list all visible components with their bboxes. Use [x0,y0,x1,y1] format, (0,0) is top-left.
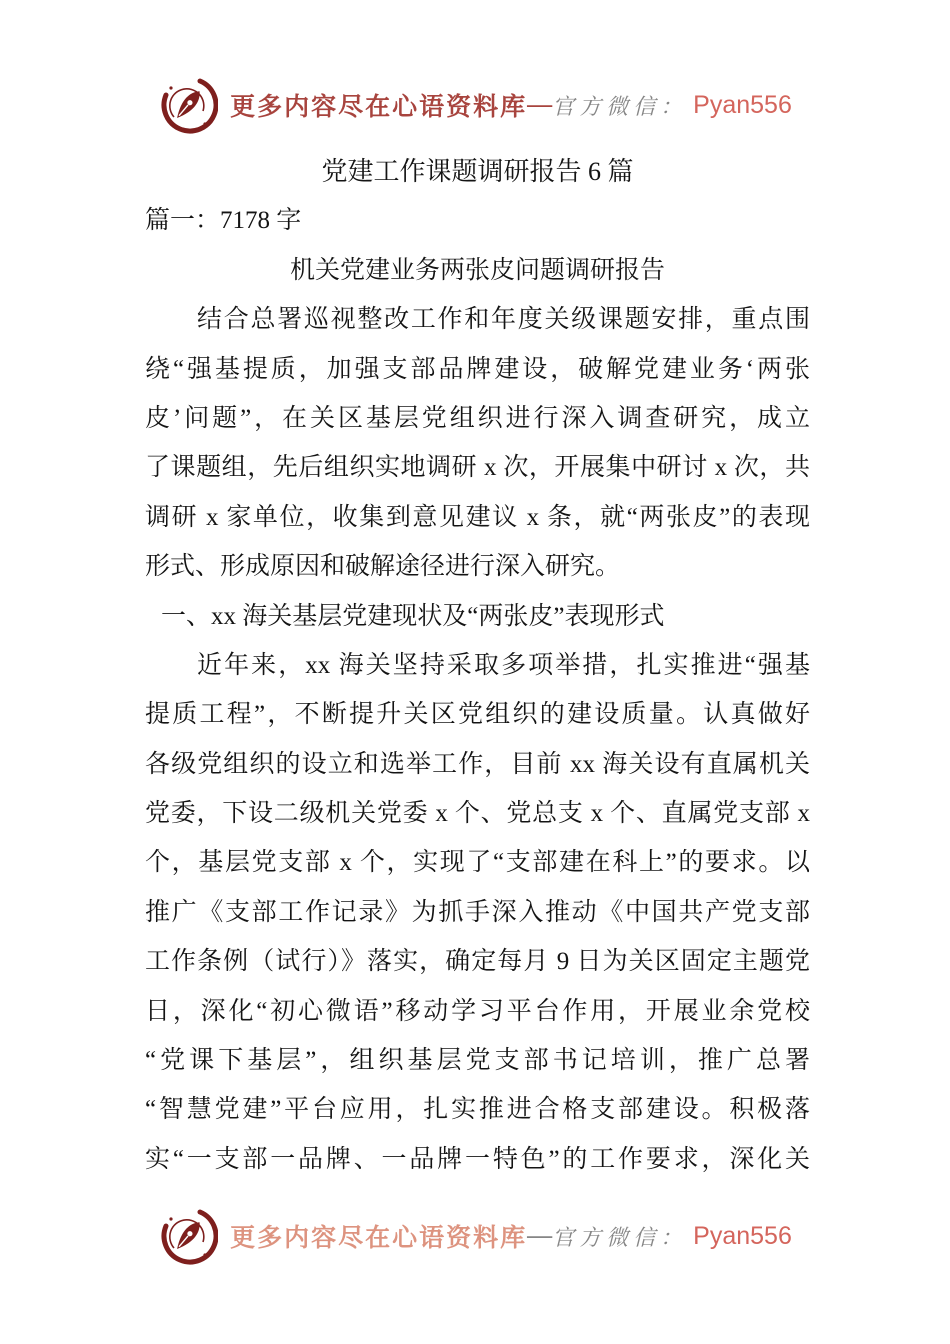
footer-watermark [0,1204,950,1268]
brand-text: 更多内容尽在心语资料库 [230,94,528,121]
paragraph-line: 日，深化“初心微语”移动学习平台作用，开展业余党校 [145,997,810,1025]
paragraph-line: 个，基层党支部 x 个，实现了“支部建在科上”的要求。以 [145,849,810,877]
paragraph-line: 党委，下设二级机关党委 x 个、党总支 x 个、直属党支部 x [145,800,810,828]
section-heading: 一、xx 海关基层党建现状及“两张皮”表现形式 [161,602,665,630]
wechat-label: 官方微信： [552,93,688,119]
paragraph-line: 皮’问题”，在关区基层党组织进行深入调查研究，成立 [145,404,810,432]
document-body [145,147,810,1184]
doc-title: 党建工作课题调研报告 6 篇 [321,157,634,186]
pen-swirl-logo-icon [158,1206,218,1266]
paragraph-line: 提质工程”，不断提升关区党组织的建设质量。认真做好 [145,701,810,729]
paragraph-line: 各级党组织的设立和选举工作，目前 xx 海关设有直属机关 [145,750,810,778]
paragraph-line: 调研 x 家单位，收集到意见建议 x 条，就“两张皮”的表现 [145,503,810,531]
paragraph-line: “党课下基层”，组织基层党支部书记培训，推广总署 [145,1047,810,1075]
doc-subtitle: 机关党建业务两张皮问题调研报告 [289,256,665,284]
paragraph-line: 近年来，xx 海关坚持采取多项举措，扎实推进“强基 [197,651,810,679]
paragraph-line: 绕“强基提质，加强支部品牌建设，破解党建业务‘两张 [145,355,810,383]
paragraph-line: 实“一支部一品牌、一品牌一特色”的工作要求，深化关 [145,1145,810,1173]
brand-text: 更多内容尽在心语资料库 [230,1225,528,1252]
paragraph-line: 推广《支部工作记录》为抓手深入推动《中国共产党支部 [145,898,810,926]
wechat-label: 官方微信： [552,1224,688,1250]
wechat-id: Pyan556 [693,1221,792,1250]
header-watermark [0,73,950,137]
paragraph-line: “智慧党建”平台应用，扎实推进合格支部建设。积极落 [145,1096,810,1124]
dash-separator: — [527,91,553,118]
paragraph-line: 形式、形成原因和破解途径进行深入研究。 [145,553,621,581]
doc-meta: 篇一：7178 字 [145,207,302,235]
paragraph-line: 结合总署巡视整改工作和年度关级课题安排，重点围 [197,306,810,334]
pen-swirl-logo-icon [158,75,218,135]
paragraph-line: 了课题组，先后组织实地调研 x 次，开展集中研讨 x 次，共 [145,454,810,482]
dash-separator: — [527,1222,553,1249]
wechat-id: Pyan556 [693,90,792,119]
paragraph-line: 工作条例（试行）》落实，确定每月 9 日为关区固定主题党 [145,948,810,976]
